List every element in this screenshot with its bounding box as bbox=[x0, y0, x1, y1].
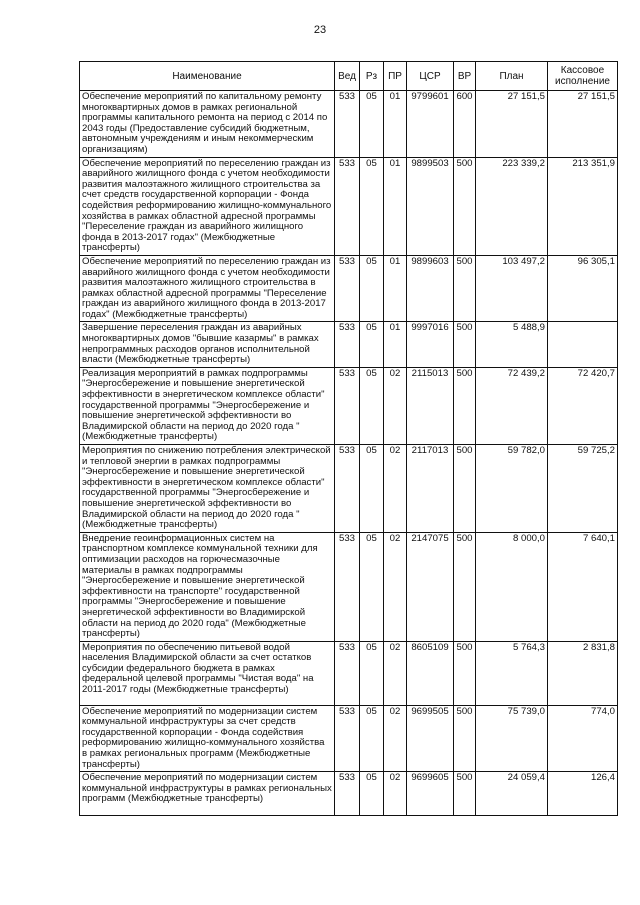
cell-cash: 96 305,1 bbox=[548, 255, 618, 322]
cell-name: Обеспечение мероприятий по модернизации систем коммунальной инфраструктуры в рамках региональных программ (Межбюджетные трансферты) bbox=[80, 772, 335, 816]
cell-csr: 9699505 bbox=[407, 705, 454, 772]
table-row bbox=[80, 255, 618, 322]
cell-csr: 9699605 bbox=[407, 772, 454, 816]
cell-name: Обеспечение мероприятий по переселению граждан из аварийного жилищного фонда с учетом необходимости развития малоэтажного жилищного строительства за счет средств государственной корпорации - Фонда содействия реформированию жилищно-коммунального хозяйства в рамках областной адресной программы "Переселение граждан из аварийного жилищного фонда в 2013-2017 годах" (Межбюджетные трансферты) bbox=[80, 157, 335, 255]
cell-plan: 8 000,0 bbox=[476, 532, 548, 641]
cell-cash: 72 420,7 bbox=[548, 367, 618, 444]
cell-plan: 103 497,2 bbox=[476, 255, 548, 322]
cell-rz: 05 bbox=[360, 772, 384, 816]
table-row bbox=[80, 157, 618, 255]
cell-name: Завершение переселения граждан из аварийных многоквартирных домов "бывшие казармы" в рамках непрограммных расходов органов исполнительной власти (Межбюджетные трансферты) bbox=[80, 322, 335, 367]
table-row bbox=[80, 641, 618, 705]
table-row bbox=[80, 322, 618, 367]
page-number: 23 bbox=[313, 24, 327, 36]
cell-ved: 533 bbox=[335, 641, 360, 705]
cell-rz: 05 bbox=[360, 255, 384, 322]
cell-rz: 05 bbox=[360, 367, 384, 444]
cell-rz: 05 bbox=[360, 641, 384, 705]
cell-plan: 72 439,2 bbox=[476, 367, 548, 444]
cell-vr: 500 bbox=[454, 705, 476, 772]
cell-plan: 27 151,5 bbox=[476, 91, 548, 158]
cell-ved: 533 bbox=[335, 705, 360, 772]
table-row bbox=[80, 367, 618, 444]
cell-plan: 5 764,3 bbox=[476, 641, 548, 705]
cell-vr: 600 bbox=[454, 91, 476, 158]
cell-vr: 500 bbox=[454, 641, 476, 705]
header-pr: ПР bbox=[384, 62, 407, 91]
cell-rz: 05 bbox=[360, 532, 384, 641]
cell-csr: 9899603 bbox=[407, 255, 454, 322]
cell-csr: 9899503 bbox=[407, 157, 454, 255]
cell-pr: 01 bbox=[384, 255, 407, 322]
header-csr: ЦСР bbox=[407, 62, 454, 91]
header-rz: Рз bbox=[360, 62, 384, 91]
cell-rz: 05 bbox=[360, 445, 384, 533]
cell-plan: 5 488,9 bbox=[476, 322, 548, 367]
cell-ved: 533 bbox=[335, 532, 360, 641]
cell-ved: 533 bbox=[335, 772, 360, 816]
table-row bbox=[80, 772, 618, 816]
table-row bbox=[80, 445, 618, 533]
cell-pr: 02 bbox=[384, 705, 407, 772]
cell-vr: 500 bbox=[454, 532, 476, 641]
cell-csr: 2147075 bbox=[407, 532, 454, 641]
cell-name: Обеспечение мероприятий по переселению граждан из аварийного жилищного фонда с учетом необходимости развития малоэтажного жилищного строительства в рамках областной адресной программы "Переселение граждан из аварийного жилищного фонда в 2013-2017 годах" (Межбюджетные трансферты) bbox=[80, 255, 335, 322]
table-row bbox=[80, 532, 618, 641]
cell-cash bbox=[548, 322, 618, 367]
cell-cash: 2 831,8 bbox=[548, 641, 618, 705]
header-cash: Кассовое исполнение bbox=[548, 62, 618, 91]
cell-csr: 9799601 bbox=[407, 91, 454, 158]
cell-ved: 533 bbox=[335, 367, 360, 444]
header-vr: ВР bbox=[454, 62, 476, 91]
budget-table bbox=[79, 61, 618, 816]
cell-vr: 500 bbox=[454, 772, 476, 816]
cell-cash: 59 725,2 bbox=[548, 445, 618, 533]
cell-pr: 02 bbox=[384, 772, 407, 816]
cell-name: Внедрение геоинформационных систем на транспортном комплексе коммунальной техники для оптимизации расходов на горючесмазочные материалы в рамках подпрограммы "Энергосбережение и повышение энергетической эффективности на транспорте" государственной программы "Энергосбережение и повышение энергетической эффективности во Владимирской области на период до 2020 года" (Межбюджетные трансферты) bbox=[80, 532, 335, 641]
cell-pr: 02 bbox=[384, 367, 407, 444]
table-row bbox=[80, 705, 618, 772]
cell-csr: 8605109 bbox=[407, 641, 454, 705]
cell-rz: 05 bbox=[360, 705, 384, 772]
cell-name: Реализация мероприятий в рамках подпрограммы "Энергосбережение и повышение энергетической эффективности в энергетическом комплексе области" государственной программы "Энергосбережение и повышение энергетической эффективности во Владимирской области на период до 2020 года " (Межбюджетные трансферты) bbox=[80, 367, 335, 444]
cell-csr: 2117013 bbox=[407, 445, 454, 533]
cell-vr: 500 bbox=[454, 367, 476, 444]
cell-pr: 01 bbox=[384, 322, 407, 367]
cell-pr: 02 bbox=[384, 641, 407, 705]
cell-plan: 59 782,0 bbox=[476, 445, 548, 533]
cell-csr: 9997016 bbox=[407, 322, 454, 367]
table-body bbox=[80, 91, 618, 816]
cell-rz: 05 bbox=[360, 157, 384, 255]
cell-pr: 01 bbox=[384, 91, 407, 158]
cell-pr: 02 bbox=[384, 445, 407, 533]
cell-rz: 05 bbox=[360, 322, 384, 367]
cell-name: Обеспечение мероприятий по модернизации систем коммунальной инфраструктуры за счет средств государственной корпорации - Фонда содействия реформированию жилищно-коммунального хозяйства в рамках региональных программ (Межбюджетные трансферты) bbox=[80, 705, 335, 772]
cell-cash: 213 351,9 bbox=[548, 157, 618, 255]
cell-plan: 75 739,0 bbox=[476, 705, 548, 772]
header-row bbox=[80, 62, 618, 91]
cell-ved: 533 bbox=[335, 445, 360, 533]
cell-pr: 02 bbox=[384, 532, 407, 641]
cell-ved: 533 bbox=[335, 91, 360, 158]
cell-ved: 533 bbox=[335, 157, 360, 255]
header-ved: Вед bbox=[335, 62, 360, 91]
cell-cash: 27 151,5 bbox=[548, 91, 618, 158]
cell-pr: 01 bbox=[384, 157, 407, 255]
cell-vr: 500 bbox=[454, 445, 476, 533]
cell-cash: 7 640,1 bbox=[548, 532, 618, 641]
cell-name: Мероприятия по снижению потребления электрической и тепловой энергии в рамках подпрограммы "Энергосбережение и повышение энергетической эффективности в энергетическом комплексе области" государственной программы "Энергосбережение и повышение энергетической эффективности во Владимирской области на период до 2020 года " (Межбюджетные трансферты) bbox=[80, 445, 335, 533]
cell-name: Мероприятия по обеспечению питьевой водой населения Владимирской области за счет остатков субсидии федерального бюджета в рамках федеральной целевой программы "Чистая вода" на 2011-2017 годы (Межбюджетные трансферты) bbox=[80, 641, 335, 705]
cell-cash: 774,0 bbox=[548, 705, 618, 772]
header-plan: План bbox=[476, 62, 548, 91]
cell-ved: 533 bbox=[335, 255, 360, 322]
cell-rz: 05 bbox=[360, 91, 384, 158]
cell-vr: 500 bbox=[454, 322, 476, 367]
cell-vr: 500 bbox=[454, 255, 476, 322]
header-name: Наименование bbox=[80, 62, 335, 91]
cell-plan: 24 059,4 bbox=[476, 772, 548, 816]
cell-cash: 126,4 bbox=[548, 772, 618, 816]
cell-vr: 500 bbox=[454, 157, 476, 255]
cell-name: Обеспечение мероприятий по капитальному ремонту многоквартирных домов в рамках региональной программы капитального ремонта на период с 2014 по 2043 годы (Предоставление субсидий бюджетным, автономным учреждениям и иным некоммерческим организациям) bbox=[80, 91, 335, 158]
cell-plan: 223 339,2 bbox=[476, 157, 548, 255]
table-row bbox=[80, 91, 618, 158]
cell-csr: 2115013 bbox=[407, 367, 454, 444]
cell-ved: 533 bbox=[335, 322, 360, 367]
